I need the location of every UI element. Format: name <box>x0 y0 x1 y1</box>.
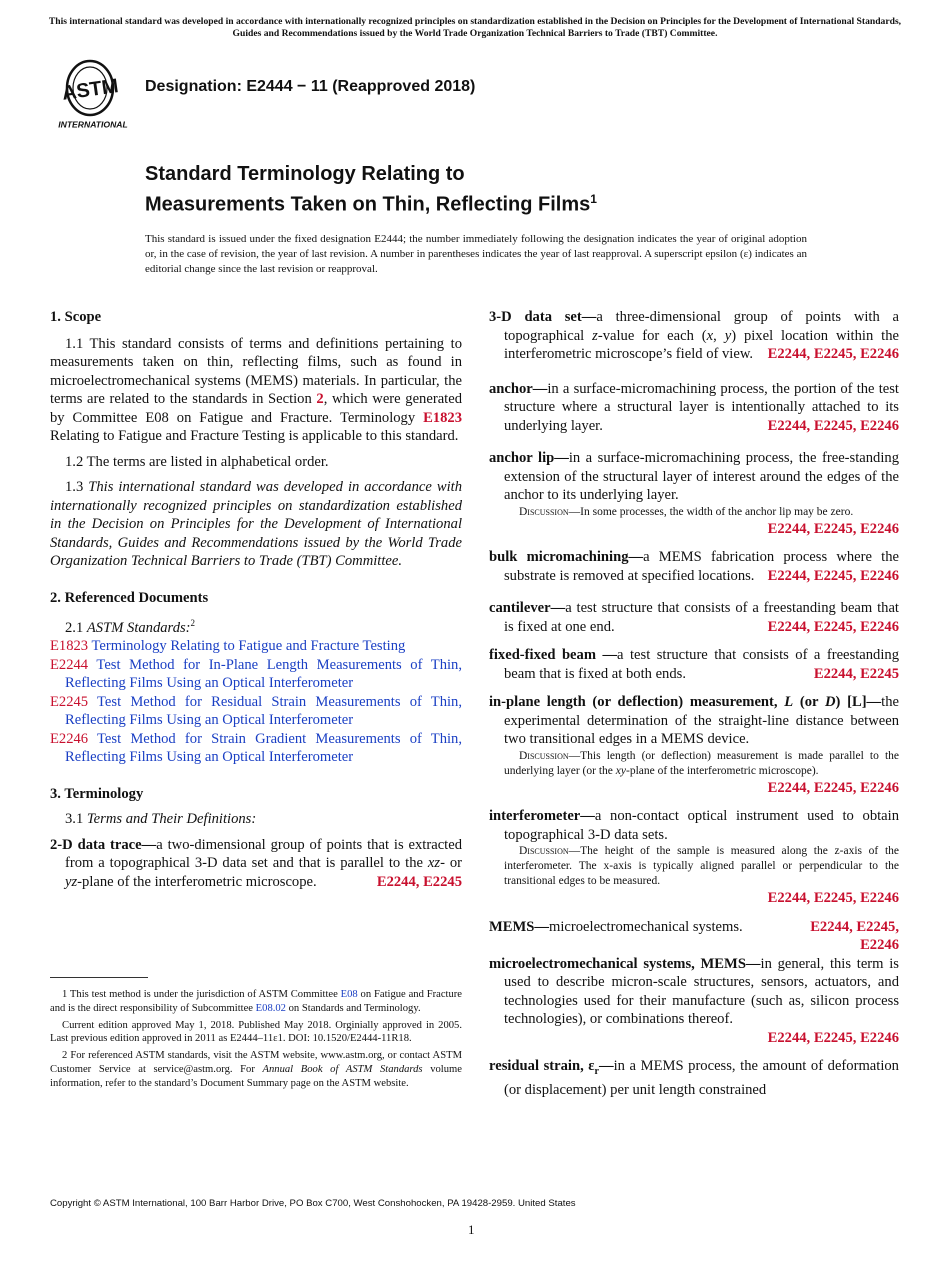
astm-logo <box>52 58 134 130</box>
ref-code[interactable]: E1823 <box>50 638 89 655</box>
footnotes <box>50 988 462 1091</box>
term-refs[interactable]: E2244, E2245, E2246 <box>767 567 899 584</box>
discussion: Discussion—The height of the sample is measured along the z-axis of the interferometer. The x-axis is typically aligned parallel or perpendicular to the transitional edges to be measured. <box>504 845 899 887</box>
section-link[interactable]: 2 <box>316 391 324 407</box>
svg-text:ASTM: ASTM <box>60 75 120 105</box>
term-microelectromechanical-systems: microelectromechanical systems, MEMS—in general, this term is used to describe micron-scale structures, sensors, actuators, and technologies used for their manufacture (such as, silicon process technologies), or combinations thereof. <box>489 955 899 1027</box>
term-refs[interactable]: E2244, E2245, E2246 <box>767 346 899 362</box>
term-refs[interactable]: E2244, E2245 <box>376 873 462 890</box>
term-refs[interactable]: E2244, E2245, E2246 <box>767 779 899 796</box>
term-refs-row <box>489 520 899 539</box>
term-refs[interactable]: E2244, E2245, E2246 <box>767 1029 899 1046</box>
terms-sub: 3.1 Terms and Their Definitions: <box>65 811 257 828</box>
term-refs[interactable]: E2244, E2245, E2246 <box>767 890 899 906</box>
ref-code[interactable]: E2246 <box>50 730 89 747</box>
copyright: Copyright © ASTM International, 100 Barr Harbor Drive, PO Box C700, West Conshohocken, PA 19428-2959. United States <box>50 1198 576 1209</box>
term-refs[interactable]: E2244, E2245, E2246 <box>810 918 899 953</box>
ref-link-e1823[interactable]: E1823 <box>423 409 462 426</box>
ref-title-link[interactable]: Test Method for Strain Gradient Measurements of Thin, Reflecting Films Using an Optical Interferometer <box>65 730 462 766</box>
term-3d-data-set: 3-D data set—a three-dimensional group of points with a topographical z-value for each (x, y) pixel location within the interferometric microscope’s field of view. E2244, E2245, E2246 <box>489 309 900 362</box>
term-interferometer: interferometer—a non-contact optical instrument used to obtain topographical 3-D data sets. <box>489 808 899 843</box>
footnote-1: 1 This test method is under the jurisdiction of ASTM Committee E08 on Fatigue and Fracture and is the direct responsibility of Subcommittee E08.02 on Standards and Terminology. <box>50 989 462 1014</box>
term-anchor-lip: anchor lip—in a surface-micromachining process, the free-standing extension of the structural layer of interest around the edges of the anchor to its underlying layer. <box>489 450 899 503</box>
term-refs[interactable]: E2244, E2245 <box>813 665 899 682</box>
ref-item <box>50 693 462 730</box>
right-column <box>489 308 899 1100</box>
ref-title-link[interactable]: Test Method for Residual Strain Measurements of Thin, Reflecting Films Using an Optical Interferometer <box>65 693 462 729</box>
svg-text:INTERNATIONAL: INTERNATIONAL <box>58 119 128 130</box>
footnote-rule <box>50 977 148 978</box>
ref-title-link[interactable]: Test Method for In-Plane Length Measurements of Thin, Reflecting Films Using an Optical Interferometer <box>65 656 462 692</box>
committee-link[interactable]: E08 <box>340 989 358 1000</box>
left-column <box>50 308 462 891</box>
terminology-heading: 3. Terminology <box>50 785 144 802</box>
term-refs[interactable]: E2244, E2245, E2246 <box>767 618 899 635</box>
term-bulk-micromachining: bulk micromachining—a MEMS fabrication process where the substrate is removed at specified locations. E2244, E2245, E2246 <box>489 549 900 584</box>
issued-note: This standard is issued under the fixed designation E2444; the number immediately following the designation indicates the year of original adoption or, in the case of revision, the year of last revision. A number in parentheses indicates the year of last reapproval. A superscript epsilon (ε) indicates an editorial change since the last revision or reapproval. <box>145 233 807 275</box>
term-refs[interactable]: E2244, E2245, E2246 <box>767 520 899 537</box>
title-line-2: Measurements Taken on Thin, Reflecting Films$^1$ <box>145 192 597 216</box>
ref-item <box>50 637 462 656</box>
title-line-1: Standard Terminology Relating to <box>145 163 465 185</box>
term-refs[interactable]: E2244, E2245, E2246 <box>767 417 899 434</box>
term-in-plane-length: in-plane length (or deflection) measurement, L (or D) [L]—the experimental determination of the straight-line distance between two transitional edges in a MEMS device. <box>489 694 899 747</box>
term-fixed-fixed-beam: fixed-fixed beam —a test structure that consists of a freestanding beam that is fixed at both ends. E2244, E2245 <box>489 647 899 682</box>
term-residual-strain: residual strain, $\varepsilon_r—in$ a MEMS process, the amount of deformation (or displacement) per unit length constrained <box>489 1058 899 1099</box>
page-number: 1 <box>468 1222 475 1237</box>
term-2d-data-trace: 2-D data trace—a two-dimensional group of points that is extracted from a topographical 3-D data set and that is parallel to the xz- or yz-plane of the interferometric microscope. E2244, E2245 <box>50 836 463 890</box>
ref-item <box>50 730 462 767</box>
footnote-edition: Current edition approved May 1, 2018. Published May 2018. Orginially approved in 2005. Last previous edition approved in 2011 as E2444–11ε1. DOI: 10.1520/E2444-11R18. <box>50 1019 462 1045</box>
subcommittee-link[interactable]: E08.02 <box>255 1002 286 1014</box>
scope-1-3: 1.3 This international standard was developed in accordance with internationally recognized principles on standardization established in the Decision on Principles for the Development of International Standards, Guides and Recommendations issued by the World Trade Organization Technical Barriers to Trade (TBT) Committee. <box>50 479 463 569</box>
term-mems: MEMS—microelectromechanical systems. E2244, E2245, E2246 <box>489 918 899 953</box>
ref-code[interactable]: E2244 <box>50 656 89 673</box>
ref-code[interactable]: E2245 <box>50 693 89 710</box>
term-refs-row <box>489 1029 899 1048</box>
term-refs-row <box>489 889 899 908</box>
ref-item <box>50 656 462 693</box>
designation: Designation: E2444 − 11 (Reapproved 2018) <box>145 78 476 95</box>
scope-1-1: 1.1 This standard consists of terms and definitions pertaining to measurements taken on thin, reflecting films, such as found in microelectromechanical systems (MEMS) materials. In particular, the terms are related to the standards in Section 2, which were generated by Committee E08 on Fatigue and Fracture. Terminology E1823 Relating to Fatigue and Fracture Testing is applicable to this standard. <box>50 335 462 444</box>
term-anchor: anchor—in a surface-micromachining process, the portion of the test structure where a structural layer is intentionally attached to its underlying layer. E2244, E2245, E2246 <box>489 380 899 434</box>
referenced-heading: 2. Referenced Documents <box>50 589 209 606</box>
tbt-notice: This international standard was developed in accordance with internationally recognized principles on standardization established in the Decision on Principles for the Development of International Standards, Guides and Recommendations issued by the World Trade Organization Technical Barriers to Trade (TBT) Committee. <box>48 16 902 39</box>
term-cantilever: cantilever—a test structure that consists of a freestanding beam that is fixed at one end. E2244, E2245, E2246 <box>489 600 899 635</box>
footnote-2: 2 For referenced ASTM standards, visit the ASTM website, www.astm.org, or contact ASTM Customer Service at service@astm.org. For Annual Book of ASTM Standards volume information, refer to the standard’s Document Summary page on the ASTM website. <box>50 1050 462 1089</box>
scope-heading: 1. Scope <box>50 309 102 325</box>
ref-title-link[interactable]: Terminology Relating to Fatigue and Fracture Testing <box>88 638 406 655</box>
term-refs-row <box>489 779 899 798</box>
discussion: Discussion—This length (or deflection) measurement is made parallel to the underlying layer (or the xy-plane of the interferometric microscope). <box>504 749 899 777</box>
scope-1-2: 1.2 The terms are listed in alphabetical order. <box>65 453 329 470</box>
discussion: Discussion—In some processes, the width of the anchor lip may be zero. <box>519 505 854 518</box>
astm-standards-sub: 2.1 ASTM Standards:$^2$ <box>65 618 196 636</box>
page-title <box>145 162 597 218</box>
